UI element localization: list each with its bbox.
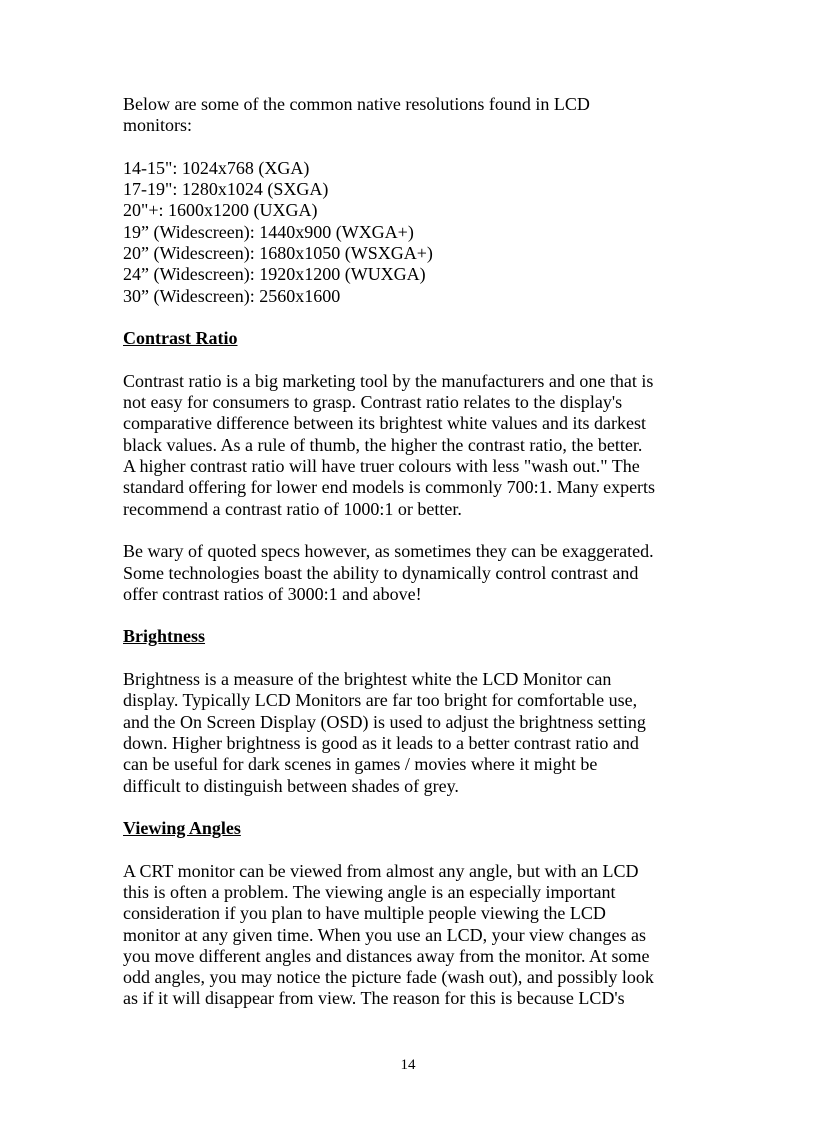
spacer (123, 520, 703, 541)
resolution-item: 17-19": 1280x1024 (SXGA) (123, 179, 329, 200)
resolution-item: 30” (Widescreen): 2560x1600 (123, 285, 341, 306)
contrast-ratio-heading: Contrast Ratio (123, 328, 238, 349)
resolution-item: 20” (Widescreen): 1680x1050 (WSXGA+) (123, 243, 433, 264)
resolution-item: 20"+: 1600x1200 (UXGA) (123, 200, 318, 221)
spacer (123, 137, 703, 158)
resolution-item: 24” (Widescreen): 1920x1200 (WUXGA) (123, 264, 426, 285)
brightness-paragraph: Brightness is a measure of the brightest white the LCD Monitor can display. Typically LCD Monitors are far too bright for comfortable use, and the On Screen Display (OSD) is used to adjust the brightness setting down. Higher brightness is good as it leads to a better contrast ratio and can be useful for dark scenes in games / movies where it might be difficult to distinguish between shades of grey. (123, 669, 646, 796)
contrast-paragraph-1: Contrast ratio is a big marketing tool by the manufacturers and one that is not easy for consumers to grasp. Contrast ratio relates to the display's comparative difference between its brightest white values and its darkest black values. As a rule of thumb, the higher the contrast ratio, the better. A higher contrast ratio will have truer colours with less "wash out." The standard offering for lower end models is commonly 700:1. Many experts recommend a contrast ratio of 1000:1 or better. (123, 370, 656, 519)
brightness-heading: Brightness (123, 626, 206, 647)
resolution-item: 19” (Widescreen): 1440x900 (WXGA+) (123, 221, 414, 242)
contrast-paragraph-2: Be wary of quoted specs however, as sometimes they can be exaggerated. Some technologies boast the ability to dynamically control contrast and offer contrast ratios of 3000:1 and above! (123, 541, 654, 604)
page-number: 14 (400, 1057, 416, 1073)
resolution-item: 14-15": 1024x768 (XGA) (123, 157, 310, 178)
intro-paragraph: Below are some of the common native resolutions found in LCD monitors: (123, 94, 590, 136)
spacer (123, 350, 703, 371)
page-body (123, 94, 703, 1010)
spacer (123, 839, 703, 860)
spacer (123, 797, 703, 818)
viewing-angles-paragraph: A CRT monitor can be viewed from almost any angle, but with an LCD this is often a problem. The viewing angle is an especially important consideration if you plan to have multiple people viewing the LCD monitor at any given time. When you use an LCD, your view changes as you move different angles and distances away from the monitor. At some odd angles, you may notice the picture fade (wash out), and possibly look as if it will disappear from view. The reason for this is because LCD's (123, 860, 654, 1009)
resolution-list (123, 158, 703, 307)
spacer (123, 648, 703, 669)
viewing-angles-heading: Viewing Angles (123, 818, 241, 839)
spacer (123, 307, 703, 328)
spacer (123, 605, 703, 626)
